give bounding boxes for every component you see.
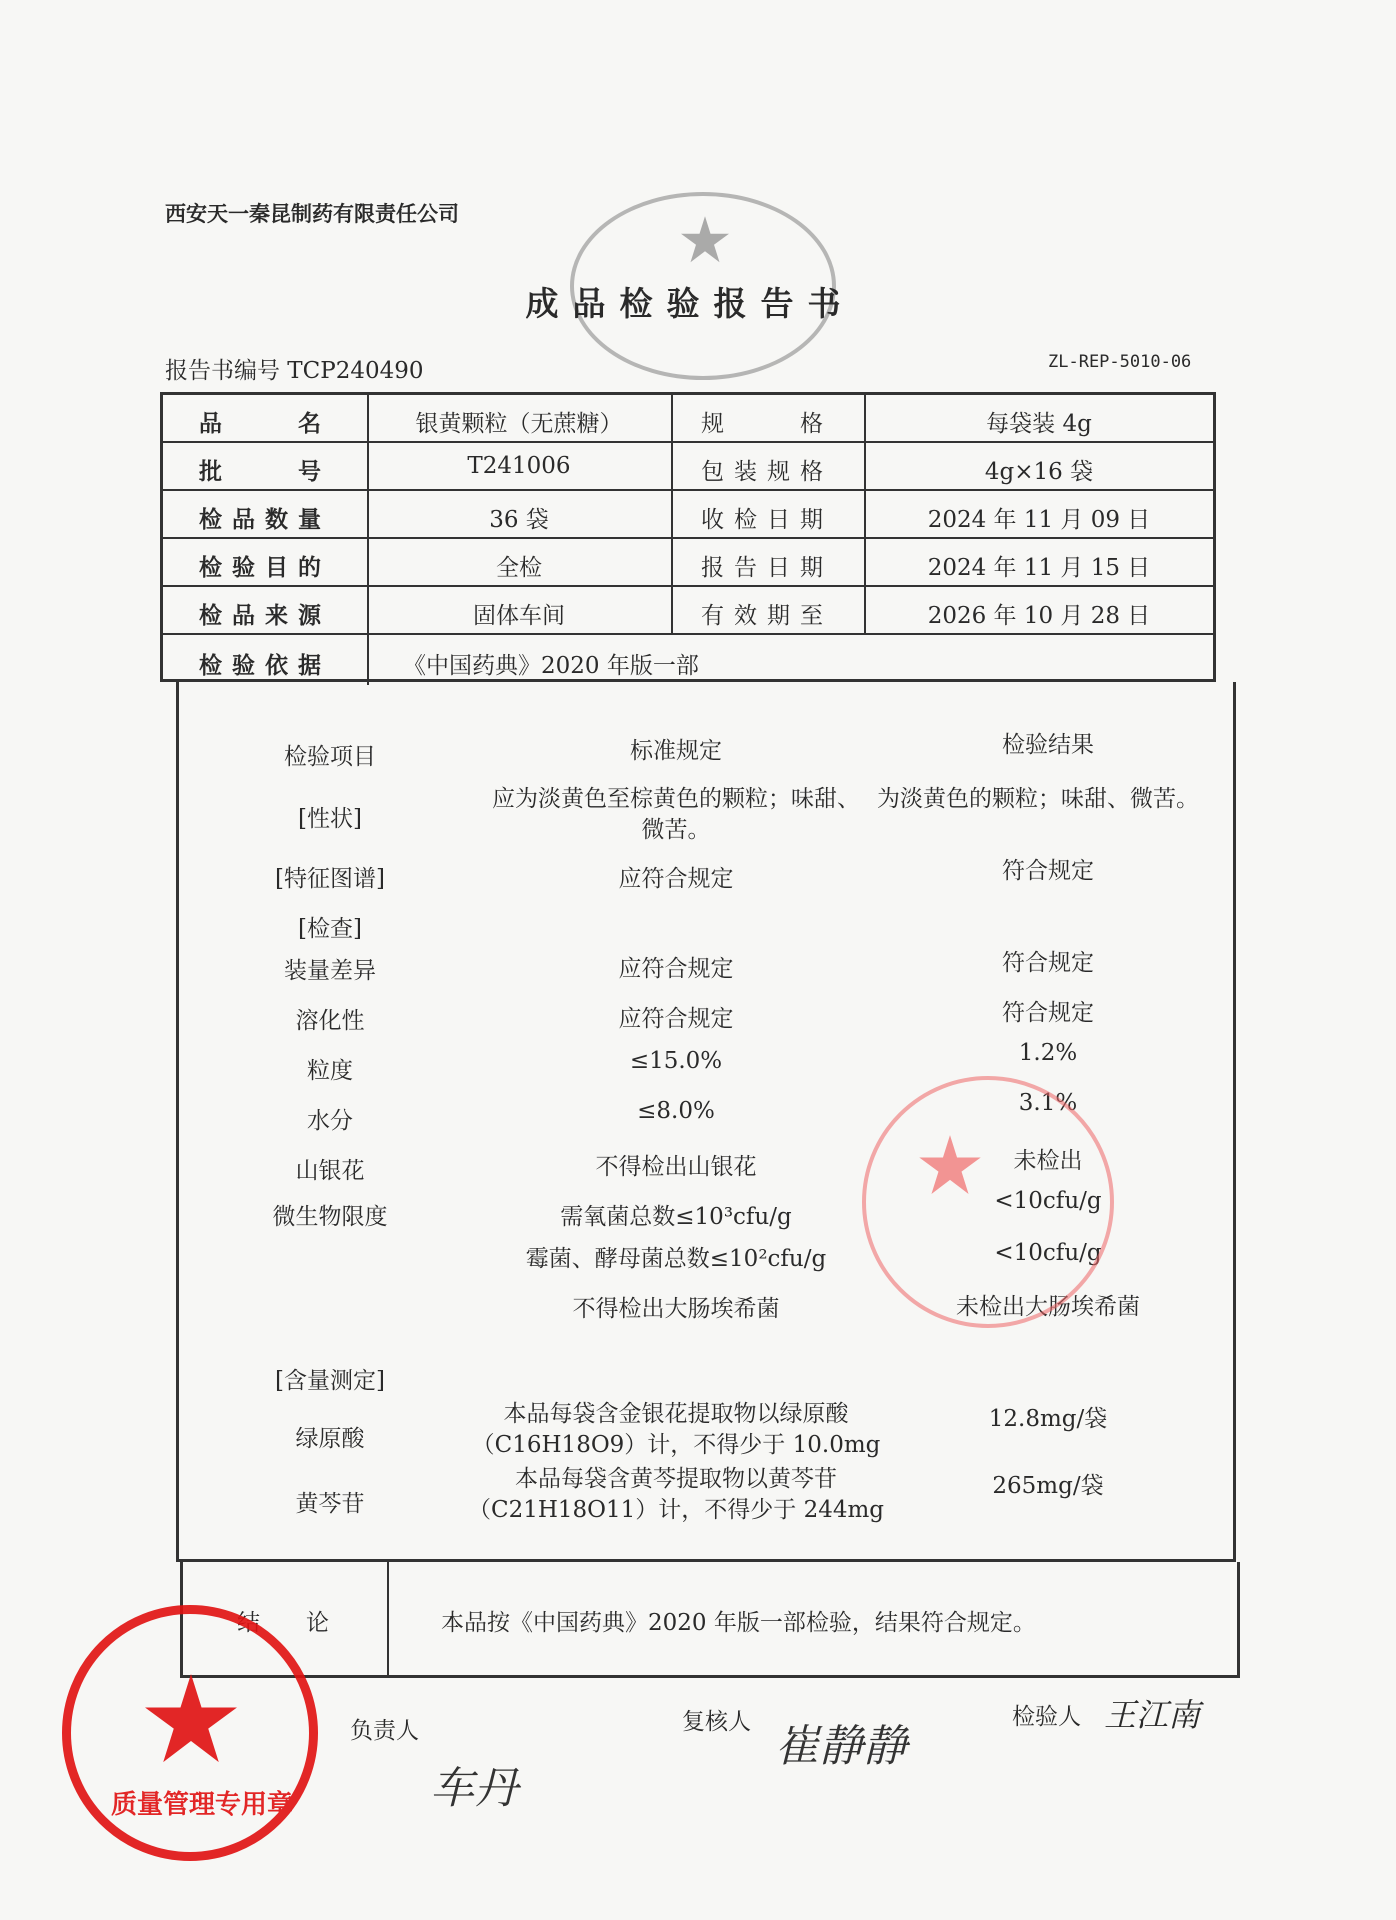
test-item: 溶化性	[295, 1008, 365, 1034]
info-row	[163, 539, 1213, 587]
column-divider	[367, 395, 369, 685]
inspector-label: 检验人	[1012, 1704, 1081, 1730]
test-item: 水分	[307, 1108, 353, 1134]
info-row	[163, 587, 1213, 635]
test-item: 粒度	[307, 1058, 353, 1084]
info-label: 规 格	[701, 411, 833, 437]
test-standard: 不得检出山银花	[595, 1154, 757, 1180]
info-value: 全检	[496, 555, 542, 581]
info-value: 2024 年 11 月 15 日	[927, 555, 1151, 581]
test-result: 1.2%	[1018, 1040, 1078, 1066]
test-standard: 本品每袋含黄芩提取物以黄芩苷	[515, 1466, 837, 1492]
test-result: 符合规定	[1002, 858, 1094, 884]
test-item: [含量测定]	[275, 1368, 385, 1394]
info-label: 包装规格	[701, 459, 833, 485]
info-value: 2026 年 10 月 28 日	[927, 603, 1151, 629]
col-item-header: 检验项目	[284, 744, 376, 770]
info-label: 有效期至	[701, 603, 833, 629]
red-quality-stamp-left	[62, 1605, 318, 1861]
test-item: 山银花	[295, 1158, 365, 1184]
test-result: 未检出	[1013, 1148, 1083, 1174]
info-label: 品 名	[199, 410, 331, 437]
test-standard-line2: 微苦。	[641, 817, 711, 843]
info-value: 36 袋	[489, 507, 549, 533]
test-item: [检查]	[298, 916, 362, 942]
info-label: 检品来源	[199, 602, 331, 629]
test-item: 微生物限度	[272, 1204, 388, 1230]
test-result: 为淡黄色的颗粒；味甜、微苦。	[877, 786, 1199, 812]
info-label: 报告日期	[701, 555, 833, 581]
test-standard: ≤8.0%	[637, 1098, 715, 1124]
test-result: 3.1%	[1018, 1090, 1078, 1116]
test-result: 12.8mg/袋	[988, 1406, 1108, 1432]
info-label: 批 号	[199, 458, 331, 485]
test-standard: 应符合规定	[618, 1006, 734, 1032]
test-item: [特征图谱]	[275, 866, 385, 892]
basis-label: 检验依据	[199, 652, 331, 679]
star-icon	[143, 1674, 239, 1765]
col-result-header: 检验结果	[1002, 732, 1094, 758]
info-value: 4g×16 袋	[984, 459, 1094, 485]
test-standard: 应符合规定	[618, 956, 734, 982]
basis-value: 《中国药典》2020 年版一部	[403, 653, 699, 679]
test-result: 符合规定	[1002, 950, 1094, 976]
reviewer-signature: 崔静静	[775, 1721, 907, 1772]
info-row	[163, 491, 1213, 539]
conclusion-label: 结 论	[237, 1610, 329, 1636]
column-divider	[864, 395, 866, 635]
test-standard: 本品每袋含金银花提取物以绿原酸	[503, 1401, 849, 1427]
column-divider	[671, 395, 673, 635]
test-standard: 需氧菌总数≤10³cfu/g	[560, 1204, 792, 1230]
report-number: 报告书编号 TCP240490	[165, 358, 424, 384]
test-standard-line2: （C21H18O11）计，不得少于 244mg	[467, 1497, 885, 1523]
test-item: 装量差异	[284, 958, 376, 984]
star-icon	[680, 216, 730, 264]
test-result: 265mg/袋	[992, 1473, 1104, 1499]
page-title: 成品检验报告书	[525, 284, 855, 323]
test-standard: 不得检出大肠埃希菌	[572, 1296, 780, 1322]
company-name: 西安天一秦昆制药有限责任公司	[165, 201, 459, 226]
test-standard-line2: （C16H18O9）计，不得少于 10.0mg	[471, 1432, 881, 1458]
red-quality-stamp-right	[862, 1076, 1114, 1328]
info-row	[163, 443, 1213, 491]
test-standard: ≤15.0%	[629, 1048, 723, 1074]
info-value: 银黄颗粒（无蔗糖）	[415, 411, 623, 437]
test-item: 绿原酸	[295, 1426, 365, 1452]
info-row	[163, 395, 1213, 443]
col-std-header: 标准规定	[630, 738, 722, 764]
test-result: 符合规定	[1002, 1000, 1094, 1026]
test-result: 未检出大肠埃希菌	[956, 1294, 1140, 1320]
form-code: ZL-REP-5010-06	[1048, 352, 1192, 372]
info-table	[160, 392, 1216, 682]
stamp-text: 质量管理专用章	[111, 1790, 294, 1820]
conclusion-text: 本品按《中国药典》2020 年版一部检验，结果符合规定。	[441, 1610, 1036, 1636]
test-standard: 应符合规定	[618, 866, 734, 892]
info-value: T241006	[467, 453, 571, 479]
responsible-label: 负责人	[350, 1718, 419, 1744]
test-item: [性状]	[298, 806, 362, 832]
test-result: <10cfu/g	[994, 1240, 1102, 1266]
test-standard: 应为淡黄色至棕黄色的颗粒；味甜、	[492, 786, 860, 812]
inspector-signature: 王江南	[1104, 1696, 1201, 1734]
info-value: 2024 年 11 月 09 日	[927, 507, 1151, 533]
test-result: <10cfu/g	[994, 1188, 1102, 1214]
conclusion-row	[180, 1562, 1240, 1678]
star-icon	[918, 1135, 982, 1196]
info-label: 收检日期	[701, 507, 833, 533]
info-value: 固体车间	[473, 603, 565, 629]
test-standard: 霉菌、酵母菌总数≤10²cfu/g	[525, 1246, 827, 1272]
reviewer-label: 复核人	[682, 1709, 751, 1735]
info-value: 每袋装 4g	[986, 411, 1092, 437]
info-label: 检验目的	[199, 554, 331, 581]
test-item: 黄芩苷	[295, 1491, 365, 1517]
responsible-signature: 车丹	[430, 1763, 518, 1814]
info-label: 检品数量	[199, 506, 331, 533]
